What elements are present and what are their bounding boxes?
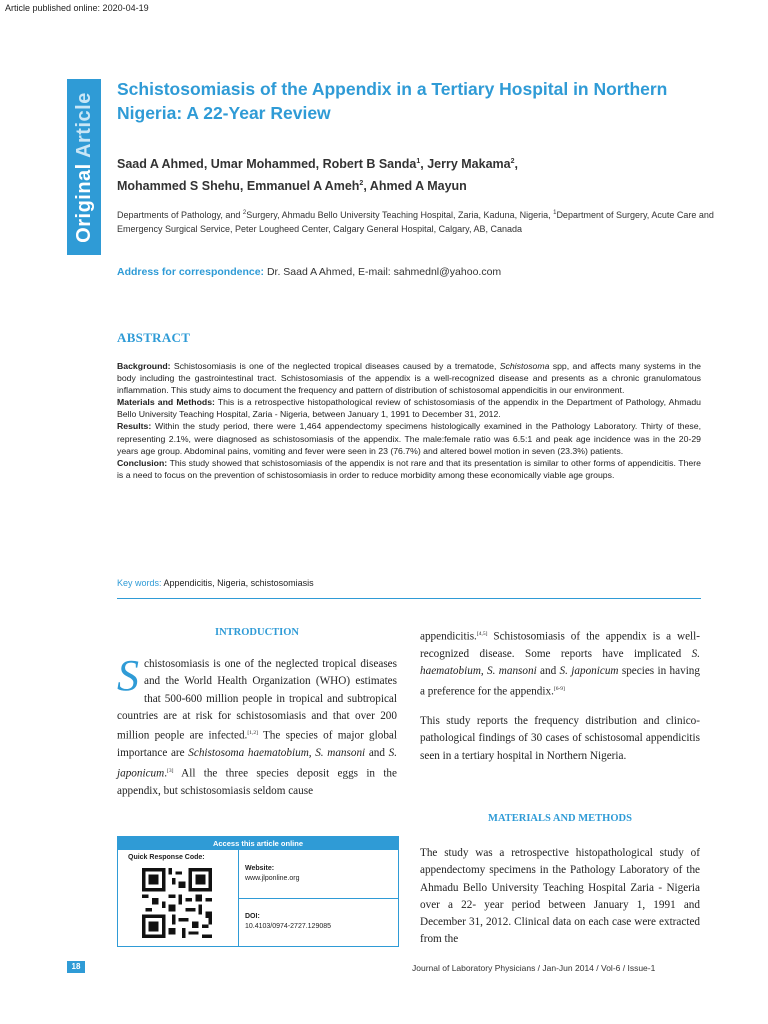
published-date: Article published online: 2020-04-19 (5, 3, 149, 13)
body-text: All the three species deposit eggs in the appendix, but schistosomiasis seldom cause (117, 767, 397, 797)
abstract-conclusion (117, 457, 701, 481)
article-type-word2: Article (72, 91, 95, 158)
body-text: and (536, 665, 560, 678)
methods-paragraph: The study was a retrospective histopathological study of appendectomy specimens in the Pathology Laboratory of the Ahmadu Bello University Teaching Hospital Zaria - Nigeria over a 22- year period between January 1, 1991 and December 31, 2012. Clinical data on each case were extracted from the (420, 847, 700, 946)
page-number: 18 (67, 961, 85, 973)
drop-cap: S (117, 651, 139, 700)
introduction-heading: INTRODUCTION (214, 627, 299, 638)
doi-value[interactable]: 10.4103/0974-2727.129085 (245, 923, 332, 930)
qr-label: Quick Response Code: (128, 854, 205, 861)
abstract-label: Conclusion: (117, 457, 168, 468)
citation-ref[interactable]: [4,5] (476, 631, 488, 637)
column2-paragraph2: This study reports the frequency distribution and clinico-pathological findings of 30 cases of schistosomal appendicitis seen in a tertiary hospital in Northern Nigeria. (420, 715, 700, 762)
body-text: S. japonicum (117, 747, 398, 780)
affiliation-text: Surgery, Ahmadu Bello University Teaching Hospital, Zaria, Kaduna, Nigeria, (246, 210, 554, 220)
article-type-banner (67, 79, 101, 255)
doi-label: DOI: (245, 913, 260, 920)
body-text: species in having a preference for the appendix. (420, 665, 700, 698)
authors-text: , Jerry Makama (420, 157, 511, 172)
doi-info (245, 912, 331, 932)
citation-ref[interactable]: [1,2] (247, 730, 258, 737)
body-text: appendicitis. (420, 630, 477, 643)
abstract-text: This is a retrospective histopathological review of schistosomiasis of the appendix in the Department of Pathology, Ahmadu Bello University Teaching Hospital, Zaria - Nigeria, between January 1, 1991 to December 31, 2012. (117, 397, 701, 420)
authors-text: , Ahmed A Mayun (363, 179, 467, 194)
correspondence-text: Dr. Saad A Ahmed, E-mail: sahmednl@yahoo.com (264, 266, 502, 278)
abstract-text: Within the study period, there were 1,464 appendectomy specimens histologically examined in the Pathology Laboratory. Thirty of these, representing 2.1%, were diagnosed as schistosomiasis of the appendix. The male:female ratio was 6.5:1 and peak age incidence was in the 20-29 years age group. Abdominal pains, vomiting and fever were seen in 23 (76.7%) and altered bowel motion in seven (23.3%) patients. (117, 421, 701, 456)
author-sup: 1 (416, 158, 421, 165)
affiliation-sup: 2 (242, 210, 247, 216)
divider (117, 598, 701, 599)
author-sup: 2 (359, 180, 364, 188)
introduction-paragraph (117, 651, 398, 800)
abstract-text: Schistosoma (499, 361, 550, 371)
abstract-text: spp, and affects many systems in the body including the gastrointestinal tract. Schistosomiasis of the appendix is a well-recognized disease and presents as a chronic granulomatous inflammation. This study aims to document the frequency and pattern of distribution of schistosomal appendicitis in our environment. (117, 361, 701, 396)
correspondence (117, 266, 501, 278)
affiliation-sup: 1 (553, 210, 557, 216)
abstract-heading: ABSTRACT (117, 330, 191, 345)
authors-text: , (514, 157, 518, 172)
access-online-box (117, 836, 399, 947)
body-text: S. haematobium, S. mansoni (420, 648, 700, 678)
website-info (245, 864, 299, 884)
keywords (117, 578, 314, 588)
abstract-results (117, 420, 701, 456)
affiliation-text: Departments of Pathology, and (117, 210, 243, 220)
citation-ref[interactable]: [3] (167, 767, 174, 774)
body-text: and (365, 747, 389, 760)
abstract-text: Schistosomiasis is one of the neglected tropical diseases caused by a trematode, (170, 361, 500, 371)
author-sup: 2 (510, 158, 515, 165)
body-text: S. japonicum (559, 665, 619, 678)
abstract-body (117, 360, 701, 481)
authors-text: Saad A Ahmed, Umar Mohammed, Robert B Sanda (117, 157, 417, 172)
abstract-methods (117, 396, 701, 420)
keywords-label: Key words: (117, 578, 162, 588)
body-text: Schistosomiasis of the appendix is a well-recognized disease. Some reports have implicated (420, 630, 700, 661)
abstract-label: Background: (117, 361, 171, 371)
abstract-background (117, 360, 701, 396)
qr-code-icon[interactable] (142, 868, 212, 938)
journal-footer: Journal of Laboratory Physicians / Jan-Jun 2014 / Vol-6 / Issue-1 (412, 963, 656, 973)
abstract-label: Materials and Methods: (117, 397, 215, 408)
article-type-word1: Original (72, 162, 95, 243)
keywords-text: Appendicitis, Nigeria, schistosomiasis (161, 578, 314, 588)
article-title: Schistosomiasis of the Appendix in a Tertiary Hospital in Northern Nigeria: A 22-Year Review (117, 79, 668, 123)
access-heading: Access this article online (118, 837, 398, 850)
affiliation-text: Department of Surgery, Acute Care and Emergency Surgical Service, Peter Lougheed Center, Calgary General Hospital, Calgary, AB, Canada (117, 210, 714, 234)
affiliations (117, 206, 717, 236)
body-text: The species of major global importance are (117, 729, 398, 760)
correspondence-label: Address for correspondence: (117, 266, 265, 278)
body-text: . (164, 767, 168, 780)
column2-paragraph1 (420, 626, 700, 701)
methods-heading: MATERIALS AND METHODS (488, 813, 632, 824)
abstract-label: Results: (117, 421, 152, 432)
author-list (117, 152, 717, 196)
box-divider (238, 898, 398, 899)
abstract-text: This study showed that schistosomiasis of the appendix is not rare and that its presentation is similar to other forms of appendicitis. There is a need to focus on the prevention of schistosomiasis in order to reduce morbidity among these economically viable age groups. (117, 457, 701, 480)
body-text: Schistosoma haematobium, S. mansoni (188, 747, 366, 760)
body-text: chistosomiasis is one of the neglected tropical diseases and the World Health Organization (WHO) estimates that 500-600 million people in tropical and subtropical countries are at risk for schistosomiasis and that over 200 million people are infected. (117, 658, 397, 742)
website-link[interactable]: www.jlponline.org (245, 875, 300, 882)
citation-ref[interactable]: [6-9] (553, 685, 565, 692)
website-label: Website: (245, 865, 275, 872)
authors-text: Mohammed S Shehu, Emmanuel A Ameh (117, 179, 360, 194)
